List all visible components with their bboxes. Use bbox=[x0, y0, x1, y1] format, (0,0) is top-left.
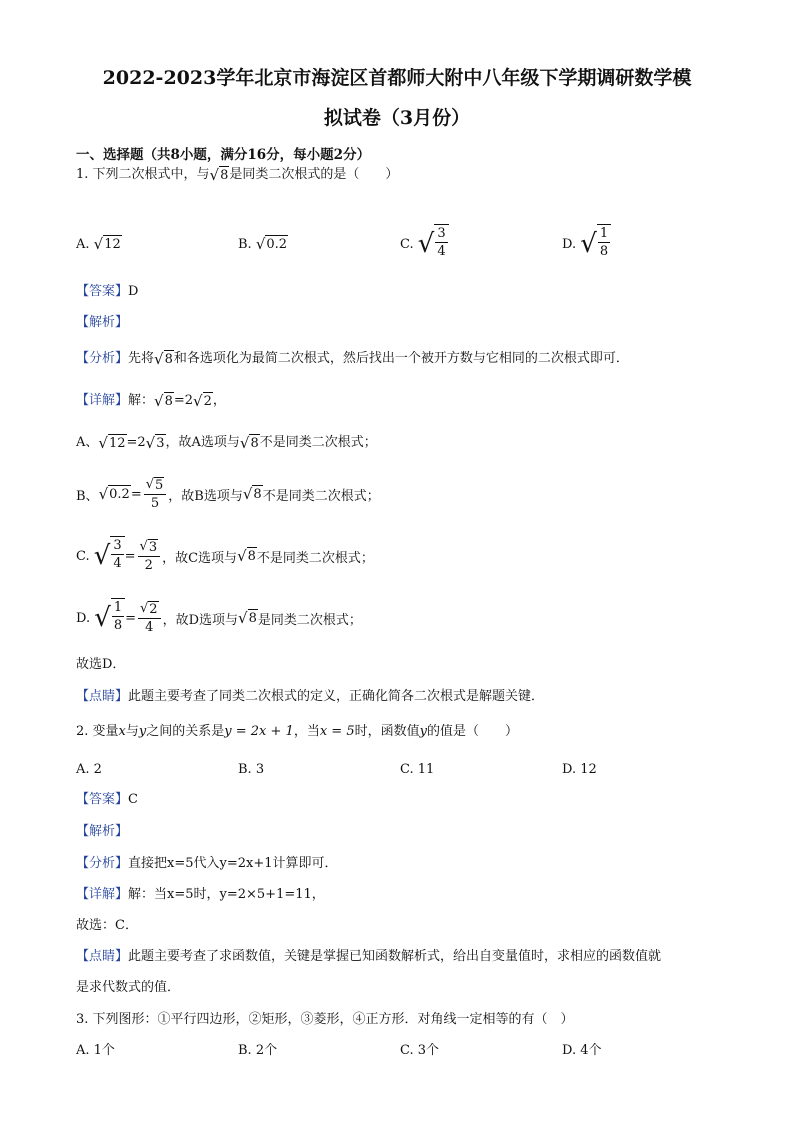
q1-row-c bbox=[76, 534, 374, 578]
q2-condition: x = 5 bbox=[319, 724, 355, 739]
remark-text: 此题主要考查了同类二次根式的定义，正确化简各二次根式是解题关键． bbox=[128, 689, 545, 704]
option-radical: √ $\frac{3}{4}$ bbox=[418, 224, 449, 264]
answer-tag: 【答案】 bbox=[76, 792, 129, 807]
document-title-line-1: 2022-2023学年北京市海淀区首都师大附中八年级下学期调研数学模 bbox=[102, 67, 692, 89]
q2-option-b: B. 3 bbox=[238, 762, 265, 777]
remark-tag: 【点睛】 bbox=[76, 949, 129, 964]
detail-tag: 【详解】 bbox=[76, 887, 129, 902]
q2-option-d: D. 12 bbox=[562, 762, 597, 777]
row-text: ，故B选项与 bbox=[168, 488, 243, 504]
q3-option-a: A. 1个 bbox=[76, 1043, 115, 1058]
q2-option-a: A. 2 bbox=[76, 762, 102, 777]
q1-row-a bbox=[76, 430, 377, 456]
row-eq: = bbox=[125, 610, 136, 626]
fenxi-text: 先将 bbox=[128, 351, 155, 366]
fenxi-tag: 【分析】 bbox=[76, 351, 129, 366]
q3-option-b: B. 2个 bbox=[238, 1043, 278, 1058]
q1-stem-text: 1. 下列二次根式中，与 bbox=[76, 167, 210, 182]
q1-answer bbox=[76, 283, 138, 301]
detail-tag: 【详解】 bbox=[76, 393, 129, 408]
row-radical-3: √ 8 bbox=[242, 485, 262, 503]
row-fraction: √ 2 4 bbox=[138, 601, 161, 636]
q1-fenxi bbox=[76, 346, 629, 372]
row-radical-3: √ 8 bbox=[238, 609, 257, 627]
q2-stem-text-6: 的值是（ ） bbox=[426, 724, 518, 739]
detail-text: 解：当x=5时，y=2×5+1=11， bbox=[128, 887, 325, 902]
q1-row-b bbox=[76, 472, 380, 516]
q1-stem-radical: √ 8 bbox=[209, 166, 229, 184]
option-radical: √ $\frac{1}{8}$ bbox=[580, 224, 611, 264]
question-2-stem bbox=[76, 723, 518, 741]
q1-remark bbox=[76, 688, 544, 706]
q1-analysis-tag: 【解析】 bbox=[76, 315, 129, 330]
option-radical: √ 0.2 bbox=[255, 235, 288, 253]
row-eq: = bbox=[124, 548, 136, 564]
q2-remark-2: 是求代数式的值． bbox=[76, 980, 181, 995]
section-heading: 一、选择题（共8小题，满分16分，每小题2分） bbox=[76, 147, 371, 163]
option-label: C. bbox=[400, 236, 414, 252]
q1-option-d bbox=[562, 222, 611, 266]
q2-stem-text-5: 时，函数值 bbox=[354, 724, 420, 739]
row-fraction: √ 5 5 bbox=[144, 477, 167, 512]
row-label: A、 bbox=[76, 435, 99, 450]
q1-conclusion: 故选D． bbox=[76, 657, 126, 672]
remark-tag: 【点睛】 bbox=[76, 689, 129, 704]
q2-stem-text-2: 与 bbox=[125, 724, 139, 739]
row-radical: √ 12 bbox=[98, 434, 126, 452]
row-radical: √ $\frac{3}{4}$ bbox=[94, 536, 125, 576]
row-text-2: 不是同类二次根式； bbox=[262, 488, 380, 504]
fenxi-text: 直接把x=5代入y=2x+1计算即可． bbox=[128, 856, 338, 871]
detail-end: ， bbox=[212, 393, 226, 408]
row-radical: √ 0.2 bbox=[98, 485, 130, 503]
row-label: C. bbox=[76, 548, 90, 564]
q1-option-c bbox=[400, 222, 449, 266]
q2-analysis-tag: 【解析】 bbox=[76, 824, 129, 839]
answer-tag: 【答案】 bbox=[76, 284, 129, 299]
q2-stem-text-4: ，当 bbox=[293, 724, 320, 739]
fenxi-radical: √ 8 bbox=[154, 350, 173, 368]
q2-conclusion: 故选：C． bbox=[76, 918, 138, 933]
row-radical: √ $\frac{1}{8}$ bbox=[94, 598, 125, 638]
q2-stem-text: 2. 变量 bbox=[76, 724, 119, 739]
option-radical: √ 12 bbox=[93, 235, 121, 253]
answer-value: C bbox=[128, 792, 138, 807]
option-label: D. bbox=[562, 236, 577, 252]
question-3-stem: 3. 下列图形：①平行四边形，②矩形，③菱形，④正方形．对角线一定相等的有（ ） bbox=[76, 1012, 574, 1027]
q1-row-d bbox=[76, 596, 362, 640]
q3-option-d: D. 4个 bbox=[562, 1043, 602, 1058]
q1-option-b bbox=[238, 222, 288, 266]
q2-var-y-2: y bbox=[419, 724, 427, 739]
q2-detail bbox=[76, 886, 325, 904]
q2-option-c: C. 11 bbox=[400, 762, 435, 777]
detail-radical-2: √ 2 bbox=[193, 392, 212, 410]
row-text-2: 是同类二次根式； bbox=[257, 612, 362, 628]
q1-option-a bbox=[76, 222, 122, 266]
row-radical-3: √ 8 bbox=[237, 547, 256, 565]
q2-remark bbox=[76, 948, 661, 966]
row-label: B、 bbox=[76, 488, 99, 504]
q2-formula: y = 2x + 1 bbox=[224, 724, 294, 739]
q2-stem-text-3: 之间的关系是 bbox=[146, 724, 225, 739]
q1-stem-text-2: 是同类二次根式的是（ ） bbox=[229, 167, 399, 182]
fenxi-tag: 【分析】 bbox=[76, 856, 129, 871]
option-label: A. bbox=[76, 236, 90, 252]
remark-text-1: 此题主要考查了求函数值，关键是掌握已知函数解析式，给出自变量值时，求相应的函数值就 bbox=[128, 949, 662, 964]
row-eq: =2 bbox=[126, 435, 146, 450]
row-fraction: √ 3 2 bbox=[138, 539, 161, 574]
answer-value: D bbox=[128, 284, 139, 299]
q2-fenxi bbox=[76, 855, 338, 873]
document-title-line-2: 拟试卷（3月份） bbox=[323, 107, 471, 129]
detail-text: 解： bbox=[128, 393, 155, 408]
q1-detail bbox=[76, 388, 226, 414]
q2-var-x: x bbox=[118, 724, 126, 739]
option-label: B. bbox=[238, 236, 252, 252]
row-label: D. bbox=[76, 610, 91, 626]
detail-radical: √ 8 bbox=[154, 392, 173, 410]
row-eq: = bbox=[130, 486, 142, 502]
detail-eq: =2 bbox=[173, 393, 194, 408]
question-1-stem bbox=[76, 162, 398, 188]
row-text: ，故A选项与 bbox=[165, 435, 240, 450]
row-text: ，故D选项与 bbox=[162, 612, 239, 628]
fenxi-text-2: 和各选项化为最简二次根式，然后找出一个被开方数与它相同的二次根式即可． bbox=[173, 351, 629, 366]
row-radical-2: √ 3 bbox=[145, 434, 165, 452]
row-text-2: 不是同类二次根式； bbox=[256, 550, 374, 566]
row-text: ，故C选项与 bbox=[162, 550, 238, 566]
q3-option-c: C. 3个 bbox=[400, 1043, 440, 1058]
q2-answer bbox=[76, 791, 138, 809]
row-text-2: 不是同类二次根式； bbox=[259, 435, 377, 450]
row-radical-3: √ 8 bbox=[239, 434, 259, 452]
q2-var-y: y bbox=[138, 724, 147, 739]
